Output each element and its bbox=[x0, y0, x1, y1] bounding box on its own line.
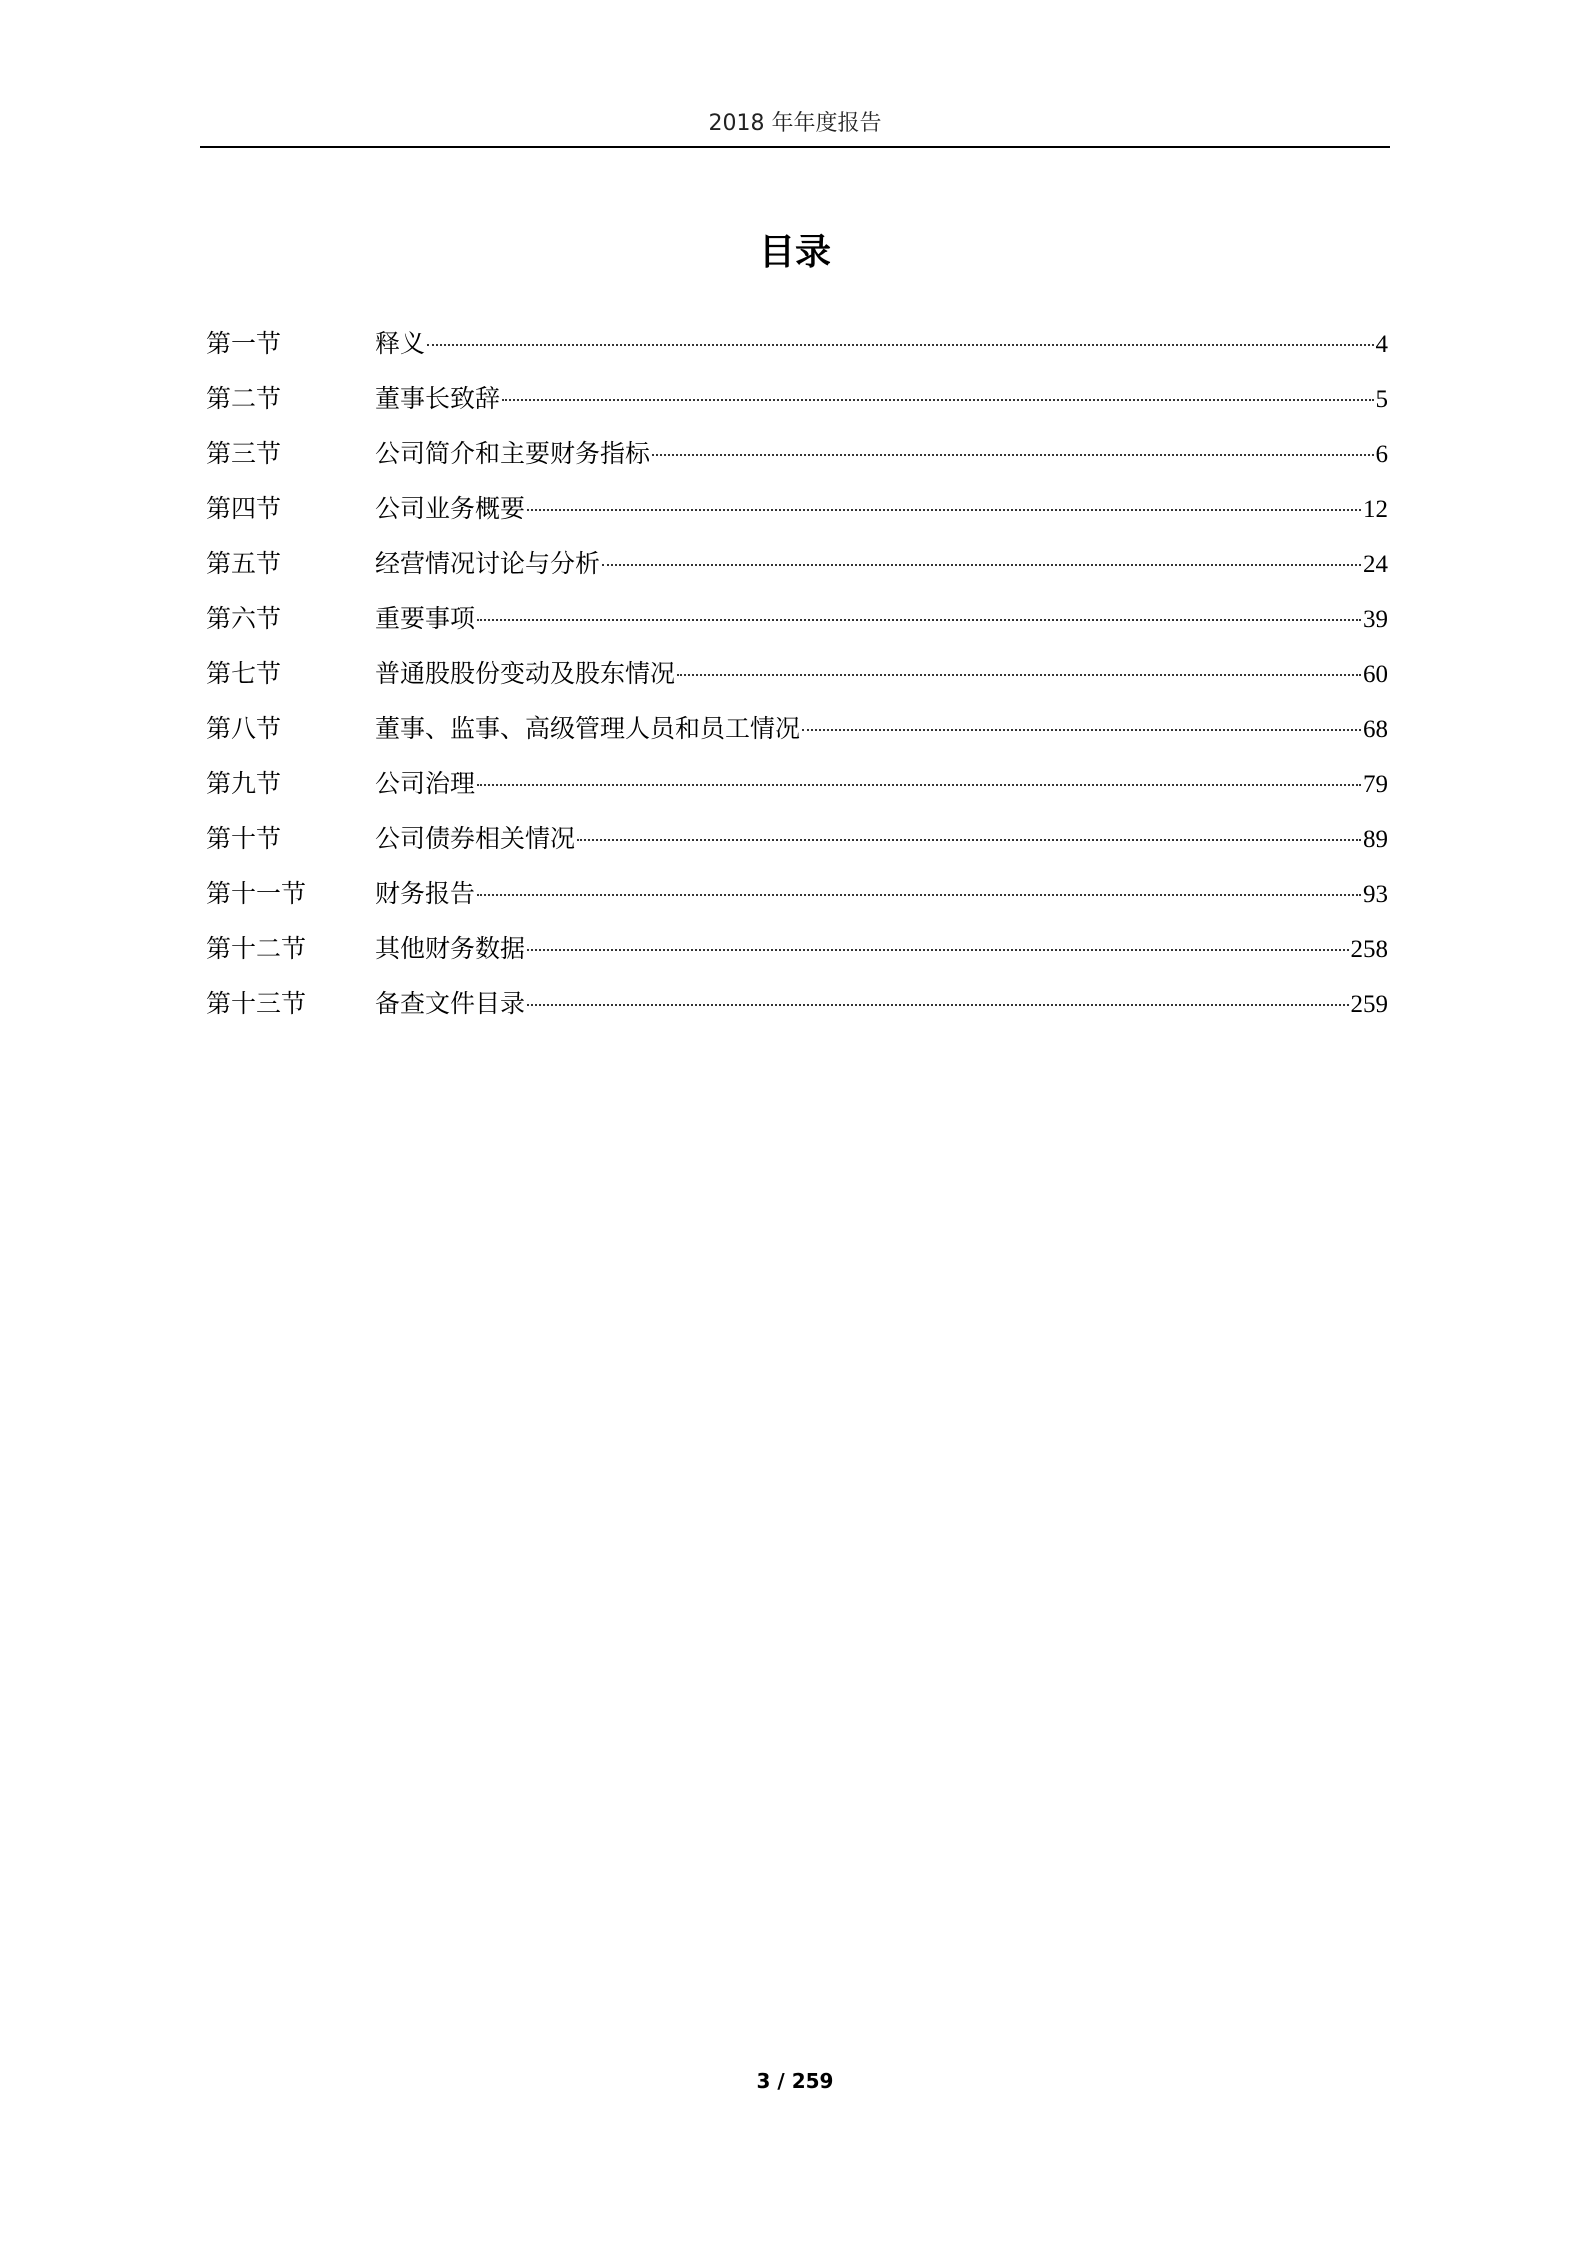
toc-section-number: 第八节 bbox=[206, 714, 282, 743]
toc-section-number: 第十一节 bbox=[206, 879, 307, 908]
toc-section-label: 释义 bbox=[375, 329, 426, 358]
toc-leader-dots bbox=[477, 784, 1361, 786]
toc-page-number: 79 bbox=[1363, 771, 1388, 798]
toc-leader-dots bbox=[802, 729, 1361, 731]
table-of-contents bbox=[206, 324, 1388, 1039]
toc-section-label: 其他财务数据 bbox=[375, 934, 526, 963]
toc-entry[interactable] bbox=[206, 434, 1388, 489]
toc-section-number: 第六节 bbox=[206, 604, 282, 633]
toc-page-number: 68 bbox=[1363, 716, 1388, 743]
toc-page-number: 24 bbox=[1363, 551, 1388, 578]
toc-leader-dots bbox=[477, 619, 1361, 621]
toc-page-number: 60 bbox=[1363, 661, 1388, 688]
toc-section-number: 第十二节 bbox=[206, 934, 307, 963]
toc-entry[interactable] bbox=[206, 544, 1388, 599]
toc-section-number: 第三节 bbox=[206, 439, 282, 468]
toc-entry[interactable] bbox=[206, 654, 1388, 709]
toc-section-number: 第一节 bbox=[206, 329, 282, 358]
toc-page-number: 4 bbox=[1375, 331, 1388, 358]
toc-page-number: 259 bbox=[1350, 991, 1388, 1018]
toc-section-label: 经营情况讨论与分析 bbox=[375, 549, 601, 578]
header-divider bbox=[200, 146, 1390, 148]
toc-section-number: 第二节 bbox=[206, 384, 282, 413]
toc-section-label: 公司债券相关情况 bbox=[375, 824, 576, 853]
toc-section-number: 第七节 bbox=[206, 659, 282, 688]
toc-page-number: 93 bbox=[1363, 881, 1388, 908]
toc-section-label: 董事长致辞 bbox=[375, 384, 501, 413]
toc-page-number: 39 bbox=[1363, 606, 1388, 633]
toc-page-number: 12 bbox=[1363, 496, 1388, 523]
toc-section-label: 普通股股份变动及股东情况 bbox=[375, 659, 676, 688]
toc-section-number: 第十节 bbox=[206, 824, 282, 853]
toc-leader-dots bbox=[577, 839, 1361, 841]
toc-section-label: 公司业务概要 bbox=[375, 494, 526, 523]
toc-entry[interactable] bbox=[206, 324, 1388, 379]
toc-section-label: 公司治理 bbox=[375, 769, 476, 798]
toc-leader-dots bbox=[527, 949, 1348, 951]
toc-page-number: 5 bbox=[1375, 386, 1388, 413]
toc-page-number: 6 bbox=[1375, 441, 1388, 468]
toc-entry[interactable] bbox=[206, 379, 1388, 434]
toc-leader-dots bbox=[602, 564, 1361, 566]
toc-section-number: 第五节 bbox=[206, 549, 282, 578]
toc-section-number: 第四节 bbox=[206, 494, 282, 523]
toc-section-number: 第十三节 bbox=[206, 989, 307, 1018]
toc-leader-dots bbox=[502, 399, 1373, 401]
toc-leader-dots bbox=[652, 454, 1373, 456]
page-indicator: 3 / 259 bbox=[756, 2069, 834, 2093]
toc-leader-dots bbox=[477, 894, 1361, 896]
toc-section-label: 财务报告 bbox=[375, 879, 476, 908]
toc-section-label: 备查文件目录 bbox=[375, 989, 526, 1018]
toc-section-label: 公司简介和主要财务指标 bbox=[375, 439, 651, 468]
toc-page-number: 89 bbox=[1363, 826, 1388, 853]
toc-entry[interactable] bbox=[206, 489, 1388, 544]
toc-section-label: 董事、监事、高级管理人员和员工情况 bbox=[375, 714, 801, 743]
toc-section-label: 重要事项 bbox=[375, 604, 476, 633]
toc-page-number: 258 bbox=[1350, 936, 1388, 963]
toc-section-number: 第九节 bbox=[206, 769, 282, 798]
toc-entry[interactable] bbox=[206, 984, 1388, 1039]
toc-entry[interactable] bbox=[206, 929, 1388, 984]
toc-entry[interactable] bbox=[206, 874, 1388, 929]
running-header: 2018 年年度报告 bbox=[708, 111, 882, 136]
toc-entry[interactable] bbox=[206, 819, 1388, 874]
toc-leader-dots bbox=[527, 509, 1361, 511]
toc-leader-dots bbox=[527, 1004, 1348, 1006]
toc-entry[interactable] bbox=[206, 599, 1388, 654]
toc-title: 目录 bbox=[758, 232, 831, 273]
toc-entry[interactable] bbox=[206, 764, 1388, 819]
toc-leader-dots bbox=[677, 674, 1361, 676]
toc-entry[interactable] bbox=[206, 709, 1388, 764]
toc-leader-dots bbox=[427, 344, 1373, 346]
